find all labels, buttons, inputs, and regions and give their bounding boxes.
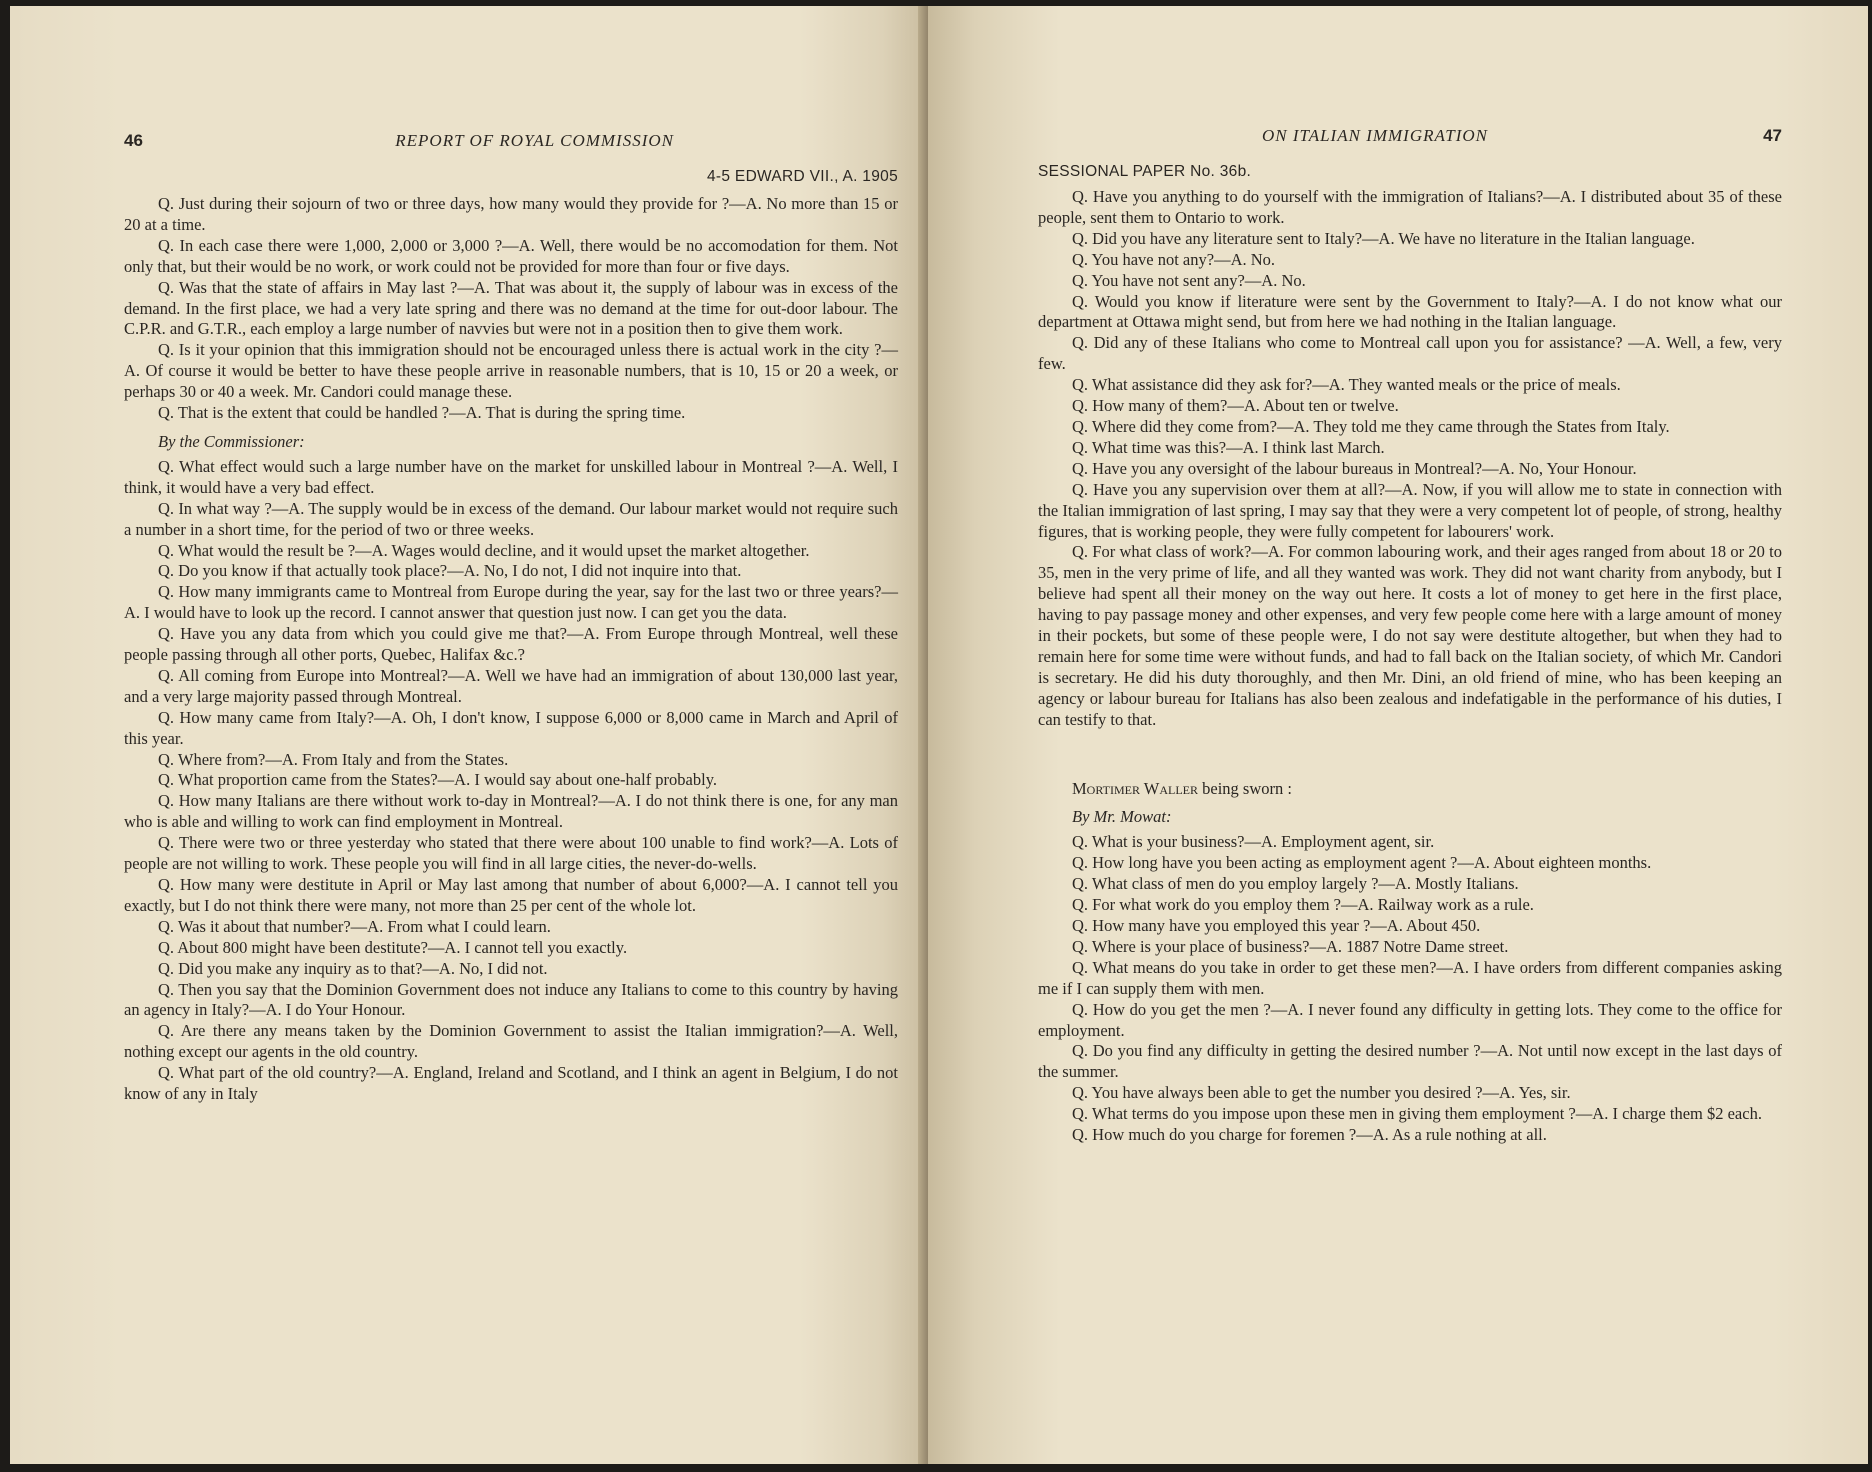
paragraph: Q. About 800 might have been destitute?—A. I cannot tell you exactly. bbox=[158, 937, 628, 957]
paragraph: Q. Then you say that the Dominion Government does not induce any Italians to come to this country by having an agency in Italy?—A. I do Your Honour. bbox=[124, 979, 898, 1020]
paragraph: Q. How many came from Italy?—A. Oh, I don't know, I suppose 6,000 or 8,000 came in March and April of this year. bbox=[124, 707, 898, 748]
paragraph: Q. Do you know if that actually took place?—A. No, I do not, I did not inquire into that. bbox=[158, 561, 742, 581]
paragraph: Q. You have not sent any?—A. No. bbox=[1072, 270, 1306, 290]
paragraph: Q. That is the extent that could be handled ?—A. That is during the spring time. bbox=[158, 403, 686, 423]
paragraph: Q. Would you know if literature were sent by the Government to Italy?—A. I do not know what our department at Ottawa might send, but from here we had nothing in the Italian language. bbox=[1038, 291, 1782, 332]
witness-name: Mortimer Waller bbox=[1072, 778, 1199, 798]
paragraph: Q. What terms do you impose upon these men in giving them employment ?—A. I charge them $2 each. bbox=[1072, 1104, 1762, 1124]
running-title: ON ITALIAN IMMIGRATION bbox=[1262, 126, 1488, 145]
paragraph: Q. Where from?—A. From Italy and from the States. bbox=[158, 749, 509, 769]
paragraph: Q. Do you find any difficulty in getting the desired number ?—A. Not until now except in the last days of the summer. bbox=[1038, 1041, 1782, 1082]
paragraph: Q. What part of the old country?—A. England, Ireland and Scotland, and I think an agent in Belgium, I do not know of any in Italy bbox=[124, 1063, 898, 1104]
paragraph: Q. What proportion came from the States?—A. I would say about one-half probably. bbox=[158, 770, 718, 790]
paragraph: Q. How do you get the men ?—A. I never found any difficulty in getting lots. They come to the office for employment. bbox=[1038, 999, 1782, 1040]
body-text bbox=[124, 194, 898, 1105]
body-text bbox=[1038, 187, 1782, 1146]
paragraph: Q. How many immigrants came to Montreal from Europe during the year, say for the last two or three years?—A. I would have to look up the record. I cannot answer that question just now. I can get you the data. bbox=[124, 582, 898, 623]
paragraph: Q. How many were destitute in April or May last among that number of about 6,000?—A. I cannot tell you exactly, but I do not think there were many, not more than 25 per cent of the whole lot. bbox=[124, 875, 898, 915]
paragraph: Q. How many have you employed this year ?—A. About 450. bbox=[1072, 916, 1481, 935]
paragraph: Q. Have you any supervision over them at all?—A. Now, if you will allow me to state in connection with the Italian immigration of last spring, I may say that they were a very competent lot of people, of strong, healthy figures, that is working people, they were fully competent for labourers' work. bbox=[1038, 479, 1782, 541]
paragraph: Q. Have you any oversight of the labour bureaus in Montreal?—A. No, Your Honour. bbox=[1072, 458, 1637, 478]
paragraph: Q. What effect would such a large number have on the market for unskilled labour in Montreal ?—A. Well, I think, it would have a very bad effect. bbox=[124, 456, 898, 497]
left-page bbox=[10, 6, 928, 1464]
paragraph: Q. How long have you been acting as employment agent ?—A. About eighteen months. bbox=[1072, 853, 1652, 873]
witness-line bbox=[1038, 779, 1782, 800]
paragraph: Q. What time was this?—A. I think last March. bbox=[1072, 437, 1385, 457]
paragraph: Q. What means do you take in order to get these men?—A. I have orders from different companies asking me if I can supply them with men. bbox=[1038, 957, 1782, 998]
paragraph: Q. Where is your place of business?—A. 1887 Notre Dame street. bbox=[1072, 936, 1509, 956]
page-number: 46 bbox=[124, 131, 143, 150]
witness-suffix: being sworn : bbox=[1202, 778, 1292, 798]
paragraph: Q. Was that the state of affairs in May last ?—A. That was about it, the supply of labour was in excess of the demand. In the first place, we had a very late spring and there was no demand at the time for out-door labour. The C.P.R. and G.T.R., each employ a large number of navvies but were not in a position then to give them work. bbox=[124, 277, 898, 339]
paragraph: Q. Just during their sojourn of two or three days, how many would they provide for ?—A. No more than 15 or 20 at a time. bbox=[124, 194, 898, 234]
paragraph: Q. For what class of work?—A. For common labouring work, and their ages ranged from about 18 or 20 to 35, men in the very prime of life, and all they wanted was work. They did not want charity from anybody, but I believe had spent all their money on the way out here. It costs a lot of money to get here in the first place, having to pay passage money and other expenses, and very few people come here with a large amount of money in their pockets, but some of these people were, I do not say were destitute altogether, but when they had to remain here for some time were without funds, and had to fall back on the Italian society, of which Mr. Candori is secretary. He did his duty thoroughly, and then Mr. Dini, an old friend of mine, who has been keeping an agency or labour bureau for Italians has also been zealous and indefatigable in the performance of his duties, I can testify to that. bbox=[1038, 542, 1782, 729]
running-head bbox=[124, 131, 898, 153]
paragraph: Q. In what way ?—A. The supply would be in excess of the demand. Our labour market would not require such a number in a short time, for the period of two or three weeks. bbox=[124, 498, 898, 539]
right-page bbox=[928, 6, 1868, 1464]
paragraph: Q. You have always been able to get the number you desired ?—A. Yes, sir. bbox=[1072, 1083, 1571, 1103]
page-number: 47 bbox=[1763, 126, 1782, 145]
subhead: By the Commissioner: bbox=[158, 431, 305, 451]
session-line: 4-5 EDWARD VII., A. 1905 bbox=[707, 168, 898, 185]
subhead: By Mr. Mowat: bbox=[1072, 807, 1172, 827]
paragraph: Q. Where did they come from?—A. They told me they came through the States from Italy. bbox=[1072, 416, 1670, 436]
paragraph: Q. What would the result be ?—A. Wages would decline, and it would upset the market altogether. bbox=[158, 540, 810, 560]
paragraph: Q. Are there any means taken by the Dominion Government to assist the Italian immigration?—A. Well, nothing except our agents in the old country. bbox=[124, 1021, 898, 1062]
paragraph: Q. What class of men do you employ largely ?—A. Mostly Italians. bbox=[1072, 874, 1519, 894]
paragraph: Q. Did any of these Italians who come to Montreal call upon you for assistance? —A. Well, a few, very few. bbox=[1038, 333, 1782, 374]
paragraph: Q. Was it about that number?—A. From what I could learn. bbox=[158, 916, 551, 936]
paragraph: Q. Did you have any literature sent to Italy?—A. We have no literature in the Italian language. bbox=[1072, 228, 1695, 248]
paragraph: Q. How many of them?—A. About ten or twelve. bbox=[1072, 396, 1399, 416]
paragraph: Q. What assistance did they ask for?—A. They wanted meals or the price of meals. bbox=[1072, 375, 1621, 395]
paragraph: Q. Is it your opinion that this immigration should not be encouraged unless there is actual work in the city ?—A. Of course it would be better to have these people arrive in reasonable numbers, that is 10, 15 or 20 a week, or perhaps 30 or 40 a week. Mr. Candori could manage these. bbox=[124, 340, 898, 402]
paragraph: Q. What is your business?—A. Employment agent, sir. bbox=[1072, 832, 1435, 852]
paragraph: Q. All coming from Europe into Montreal?—A. Well we have had an immigration of about 130,000 last year, and a very large majority passed through Montreal. bbox=[124, 665, 898, 706]
paragraph: Q. How much do you charge for foremen ?—A. As a rule nothing at all. bbox=[1072, 1125, 1547, 1145]
paragraph: Q. For what work do you employ them ?—A. Railway work as a rule. bbox=[1072, 895, 1534, 915]
session-line: SESSIONAL PAPER No. 36b. bbox=[1038, 163, 1252, 180]
running-head bbox=[1038, 126, 1782, 148]
paragraph: Q. Have you anything to do yourself with the immigration of Italians?—A. I distributed about 35 of these people, sent them to Ontario to work. bbox=[1038, 187, 1782, 227]
paragraph: Q. How many Italians are there without work to-day in Montreal?—A. I do not think there is one, for any man who is able and willing to work can find employment in Montreal. bbox=[124, 791, 898, 832]
running-title: REPORT OF ROYAL COMMISSION bbox=[395, 131, 674, 150]
paragraph: Q. There were two or three yesterday who stated that there were about 100 unable to find work?—A. Lots of people are not willing to work. These people you will find in all large cities, the never-do-wells. bbox=[124, 833, 898, 874]
paragraph: Q. In each case there were 1,000, 2,000 or 3,000 ?—A. Well, there would be no accomodation for them. Not only that, but their would be no work, or work could not be provided for more than four or five days. bbox=[124, 235, 898, 276]
paragraph: Q. Have you any data from which you could give me that?—A. From Europe through Montreal, well these people passing through all other ports, Quebec, Halifax &c.? bbox=[124, 624, 898, 665]
paragraph: Q. You have not any?—A. No. bbox=[1072, 249, 1276, 269]
paragraph: Q. Did you make any inquiry as to that?—A. No, I did not. bbox=[158, 958, 548, 978]
